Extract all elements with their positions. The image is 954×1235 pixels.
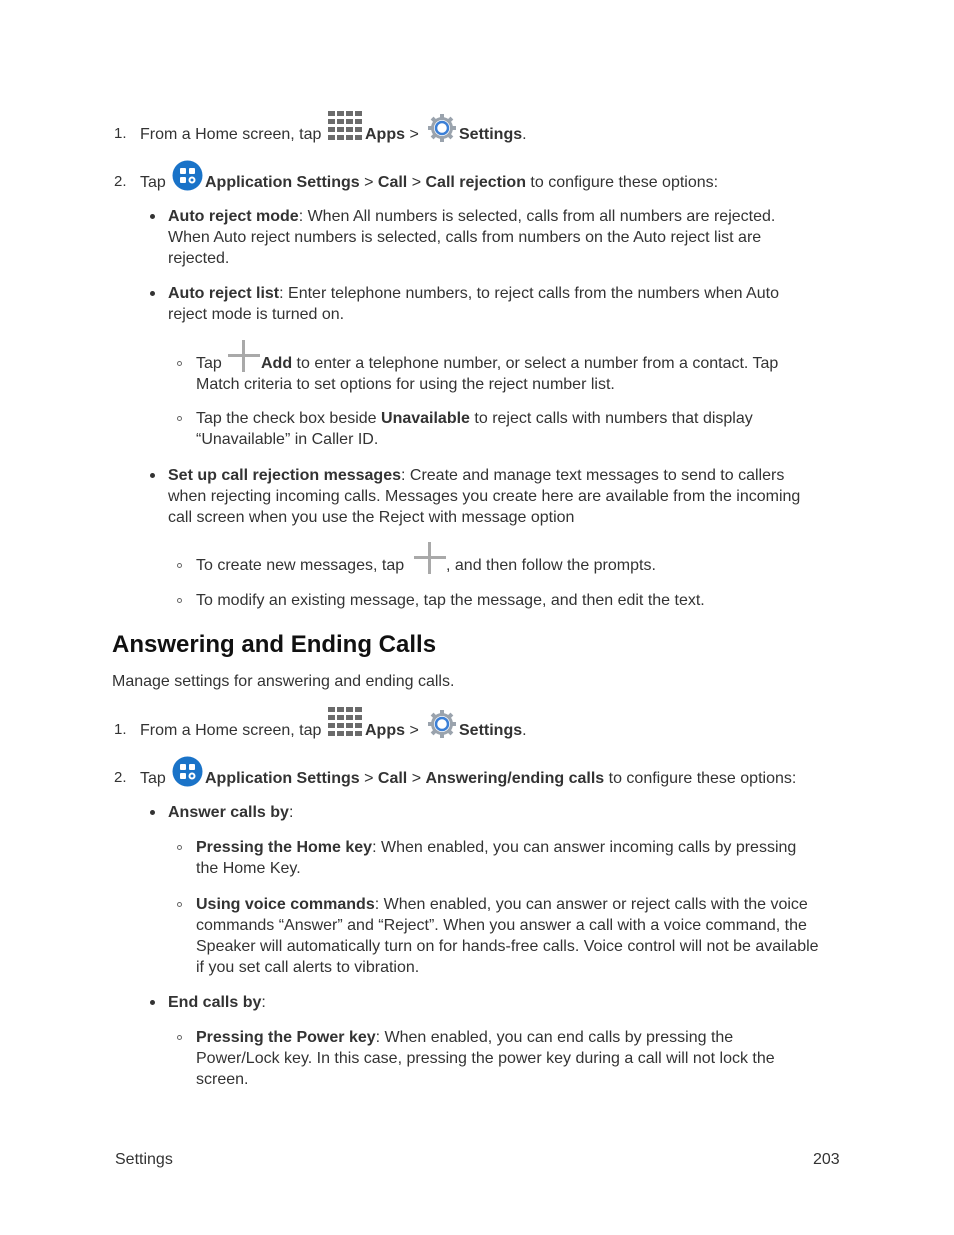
sub-bullet: [177, 563, 182, 568]
sub-text-pre: Tap the check box beside: [196, 410, 382, 427]
sub-text: : When enabled, you can answer incoming calls by pressing: [372, 839, 797, 856]
step-text-apps: [365, 124, 419, 145]
sub-label: Using voice commands: [196, 896, 375, 913]
sub-label: Pressing the Home key: [196, 839, 373, 856]
sub-bullet: [177, 361, 182, 366]
bullet-line: reject mode is turned on.: [168, 306, 345, 323]
step-text-settings: [459, 124, 527, 145]
sub-line: screen.: [196, 1071, 249, 1088]
section-intro: Manage settings for answering and ending calls.: [112, 673, 455, 690]
sub-text-pre: To create new messages, tap: [196, 557, 405, 574]
sub-bullet: [177, 598, 182, 603]
separator: >: [405, 126, 419, 143]
bullet-label: End calls by: [168, 994, 262, 1011]
step-text-settings: [459, 720, 527, 741]
step-text-end: to configure these options:: [525, 174, 719, 191]
step-text-pre: Tap: [140, 770, 166, 787]
bullet-line: rejected.: [168, 250, 230, 267]
sub-text: to enter a telephone number, or select a number from a contact. Tap: [292, 355, 779, 372]
step-text: [140, 124, 321, 145]
unavailable-label: Unavailable: [381, 410, 470, 427]
sub-line: Match criteria to set options for using the reject number list.: [196, 376, 615, 393]
add-label: Add: [261, 355, 293, 372]
step-number: 2.: [114, 769, 127, 786]
apps-grid-icon: [328, 707, 363, 738]
settings-label: Settings: [459, 722, 523, 739]
bullet-line: [168, 206, 775, 227]
sub-bullet: [177, 902, 182, 907]
sub-text: : When enabled, you can end calls by pressing the: [375, 1029, 734, 1046]
apps-grid-icon: [328, 111, 363, 142]
bullet-text: : Enter telephone numbers, to reject calls from the numbers when Auto: [279, 285, 779, 302]
step-number: 1.: [114, 721, 127, 738]
bullet-line: [168, 802, 293, 823]
step-number: 2.: [114, 173, 127, 190]
bullet-line: when rejecting incoming calls. Messages you create here are available from the incoming: [168, 488, 801, 505]
separator: >: [407, 174, 426, 191]
bullet-line: When Auto reject numbers is selected, calls from numbers on the Auto reject list are: [168, 229, 762, 246]
bullet-label: Answer calls by: [168, 804, 289, 821]
sub-bullet: [177, 1035, 182, 1040]
call-rejection-label: Call rejection: [425, 174, 526, 191]
application-settings-label: Application Settings: [205, 174, 360, 191]
sub-label: Pressing the Power key: [196, 1029, 376, 1046]
sub-line: [261, 353, 778, 374]
plus-icon: [228, 340, 260, 372]
bullet-label: Auto reject list: [168, 285, 280, 302]
separator: >: [407, 770, 426, 787]
sub-line: [196, 1027, 733, 1048]
bullet-line: [168, 283, 779, 304]
punctuation: :: [261, 994, 266, 1011]
punctuation: .: [522, 126, 527, 143]
bullet-dot: [150, 1000, 155, 1005]
settings-gear-icon: [427, 709, 457, 739]
sub-line: Speaker will automatically turn on for hands-free calls. Voice control will not be available: [196, 938, 819, 955]
sub-line: [196, 837, 796, 858]
step-text-path: [205, 768, 796, 789]
bullet-dot: [150, 291, 155, 296]
application-settings-icon: [172, 160, 203, 191]
step-text-end: to configure these options:: [604, 770, 797, 787]
sub-bullet: [177, 416, 182, 421]
punctuation: .: [522, 722, 527, 739]
step-text-apps: [365, 720, 419, 741]
apps-label: Apps: [365, 722, 405, 739]
call-label: Call: [377, 770, 408, 787]
punctuation: :: [288, 804, 294, 821]
sub-text-pre: Tap: [196, 355, 222, 372]
bullet-label: Auto reject mode: [168, 208, 299, 225]
step-text-pre: From a Home screen, tap: [140, 722, 322, 739]
sub-line: if you set call alerts to vibration.: [196, 959, 420, 976]
sub-line: “Unavailable” in Caller ID.: [196, 431, 379, 448]
application-settings-label: Application Settings: [205, 770, 360, 787]
bullet-dot: [150, 214, 155, 219]
step-number: 1.: [114, 125, 127, 142]
step-text-pre: From a Home screen, tap: [140, 126, 322, 143]
sub-text: to reject calls with numbers that display: [469, 410, 753, 427]
sub-line: the Home Key.: [196, 860, 301, 877]
application-settings-icon: [172, 756, 203, 787]
bullet-label: Set up call rejection messages: [168, 467, 401, 484]
sub-bullet: [177, 845, 182, 850]
settings-gear-icon: [427, 113, 457, 143]
bullet-dot: [150, 810, 155, 815]
bullet-line: call screen when you use the Reject with message option: [168, 509, 575, 526]
sub-line: To modify an existing message, tap the message, and then edit the text.: [196, 592, 705, 609]
bullet-text: : When All numbers is selected, calls from all numbers are rejected.: [298, 208, 776, 225]
sub-line: commands “Answer” and “Reject”. When you answer a call with a voice command, the: [196, 917, 807, 934]
step-text-pre: Tap: [140, 174, 166, 191]
bullet-line: [168, 992, 266, 1013]
answering-ending-label: Answering/ending calls: [425, 770, 605, 787]
footer-page-number: 203: [813, 1151, 840, 1168]
step-text-path: [205, 172, 718, 193]
section-heading: Answering and Ending Calls: [112, 631, 437, 658]
apps-label: Apps: [365, 126, 405, 143]
sub-text-post: , and then follow the prompts.: [446, 557, 656, 574]
sub-line: Power/Lock key. In this case, pressing the power key during a call will not lock the: [196, 1050, 775, 1067]
bullet-text: : Create and manage text messages to send to callers: [401, 467, 785, 484]
call-label: Call: [377, 174, 408, 191]
separator: >: [359, 174, 378, 191]
separator: >: [405, 722, 419, 739]
bullet-line: [168, 465, 784, 486]
sub-line: [196, 894, 808, 915]
bullet-dot: [150, 473, 155, 478]
plus-icon: [414, 542, 446, 574]
sub-text: : When enabled, you can answer or reject calls with the voice: [374, 896, 808, 913]
settings-label: Settings: [459, 126, 523, 143]
separator: >: [359, 770, 378, 787]
sub-line: [196, 408, 753, 429]
footer-section-name: Settings: [115, 1151, 173, 1168]
